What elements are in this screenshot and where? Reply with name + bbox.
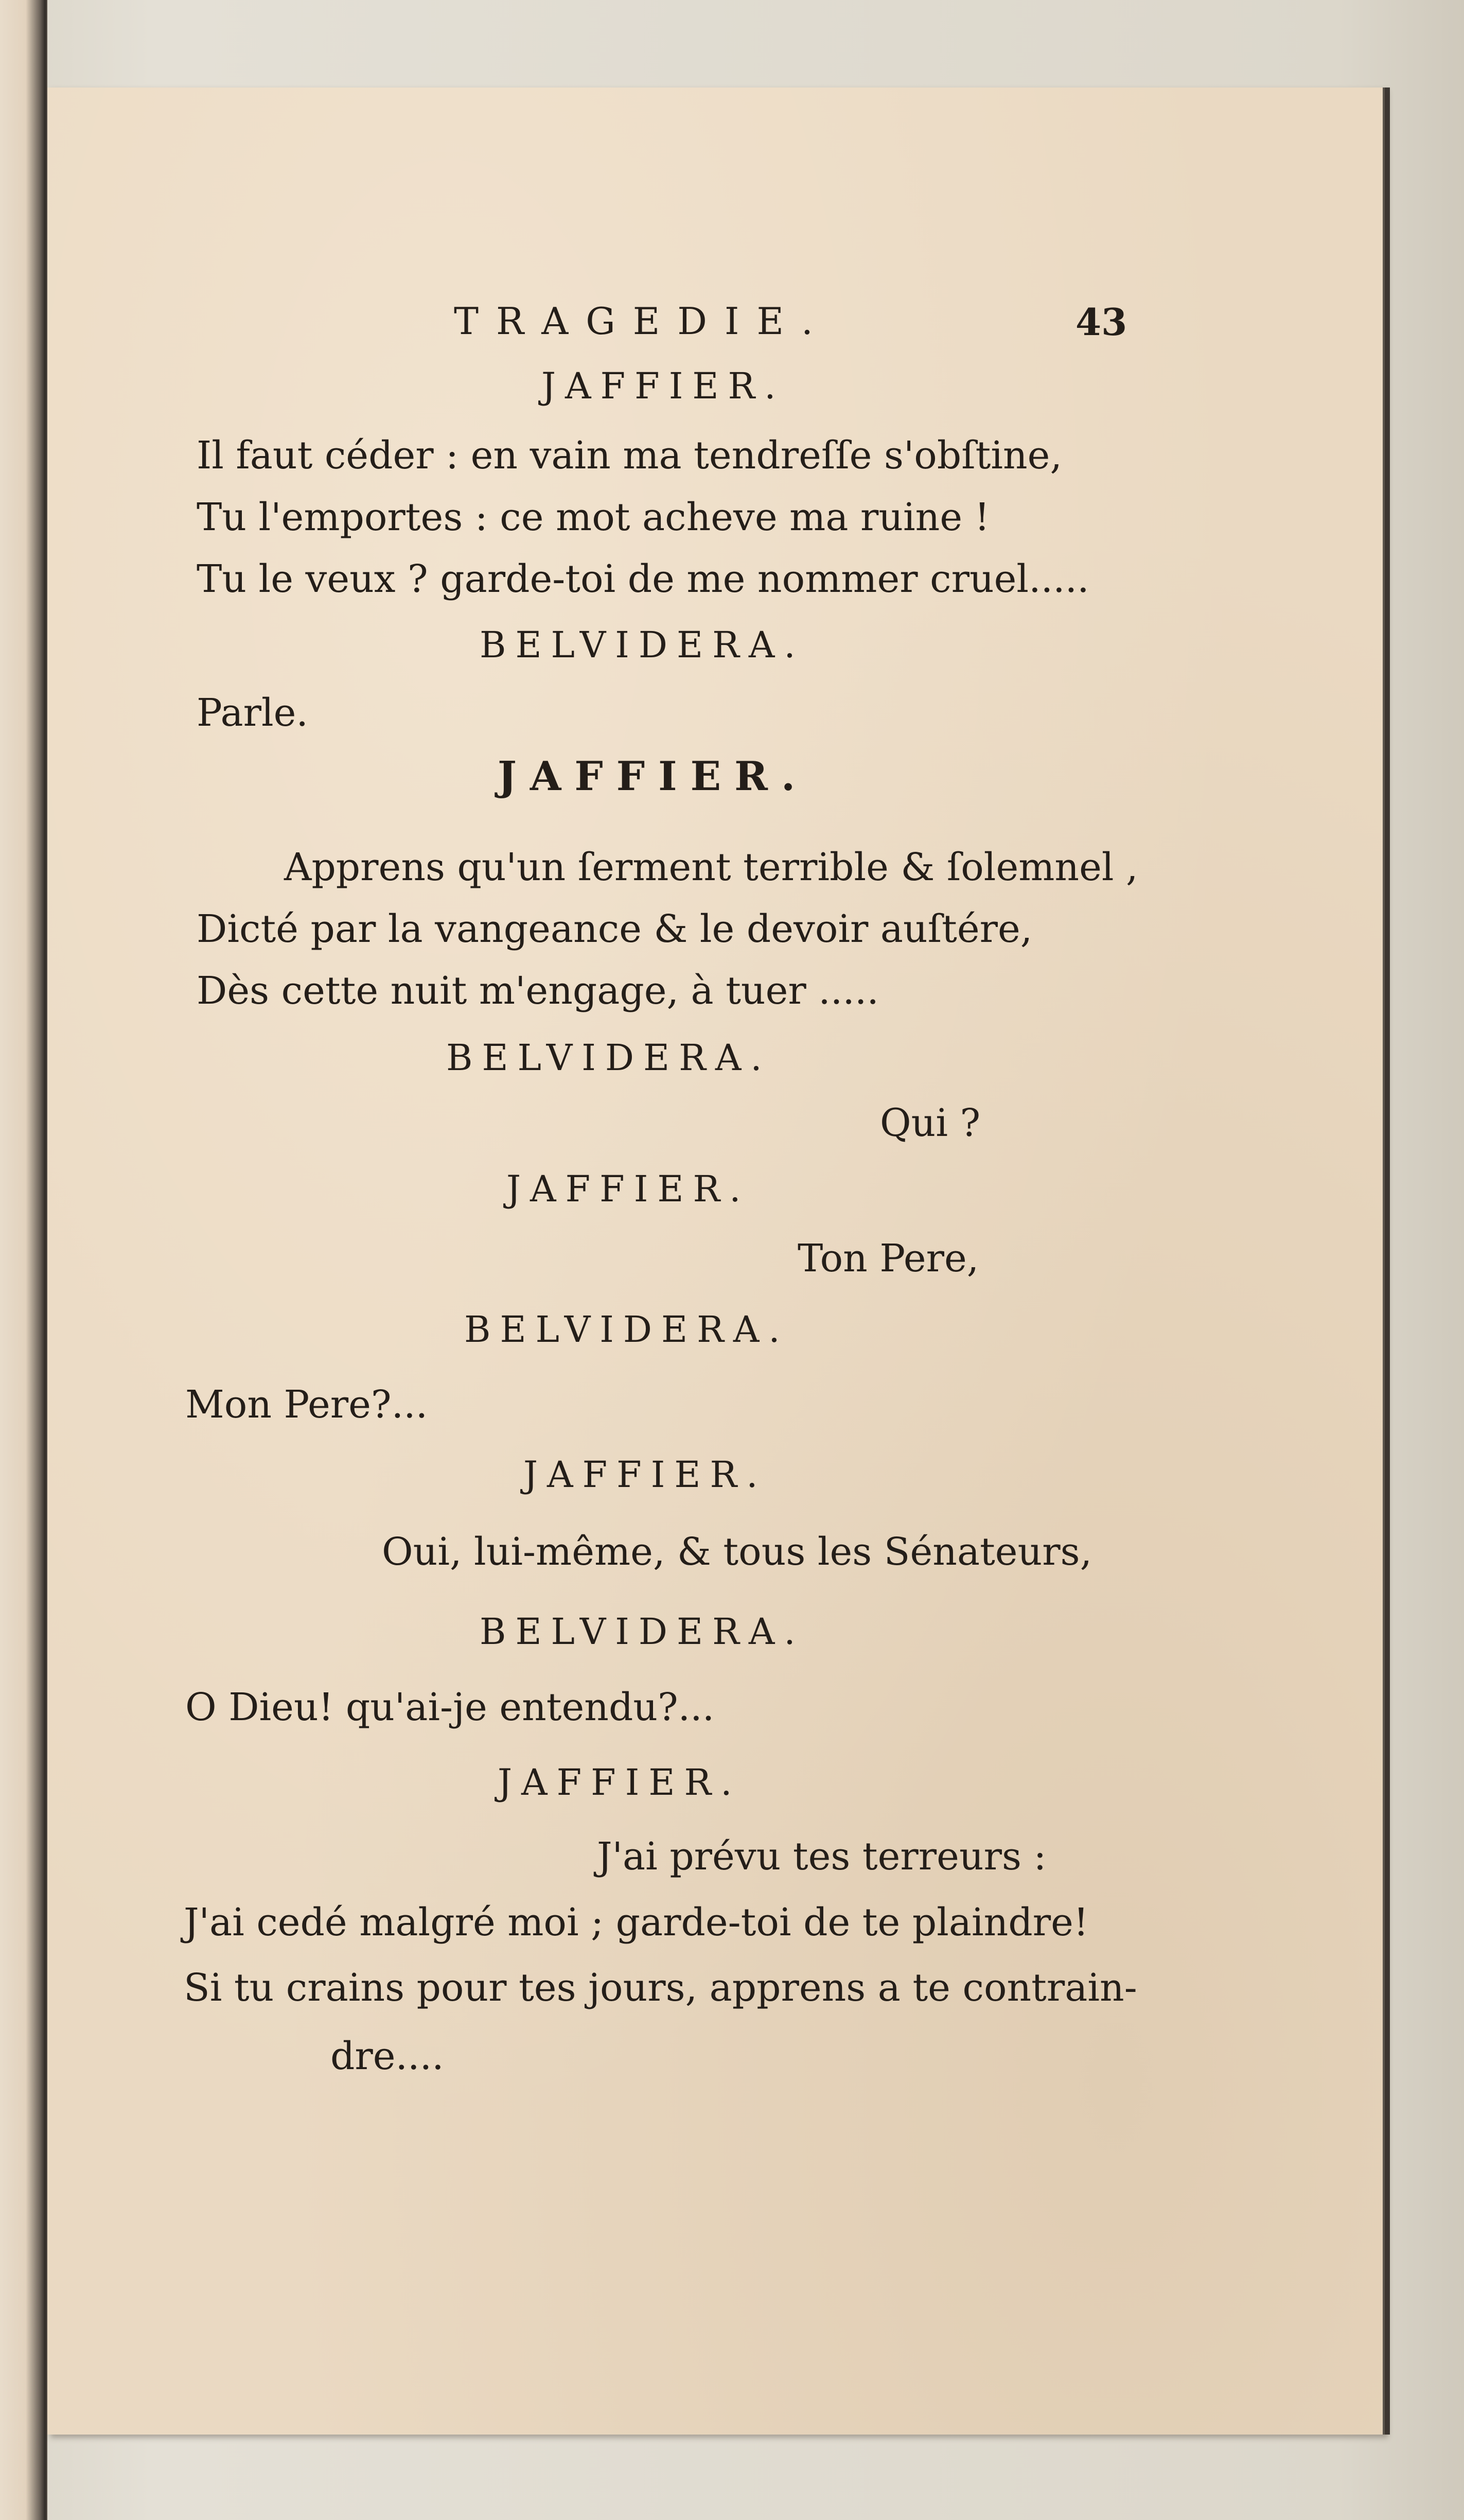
verse-line: Tu le veux ? garde-toi de me nommer cruel..... <box>197 557 1089 601</box>
verse-line: Oui, lui-même, & tous les Sénateurs, <box>382 1530 1092 1574</box>
speaker-jaffier: JAFFIER. <box>498 1761 742 1804</box>
running-head: TRAGEDIE. <box>454 300 831 343</box>
speaker-jaffier: JAFFIER. <box>523 1454 767 1496</box>
verse-line: Dicté par la vangeance & le devoir auſtére, <box>197 907 1033 951</box>
verse-line: J'ai prévu tes terreurs : <box>597 1834 1047 1879</box>
verse-line: Parle. <box>197 691 308 735</box>
book-page <box>47 87 1385 2435</box>
speaker-belvidera: BELVIDERA. <box>464 1308 789 1351</box>
speaker-jaffier: JAFFIER. <box>541 365 785 407</box>
verse-line: J'ai cedé malgré moi ; garde-toi de te plaindre! <box>184 1900 1089 1945</box>
verse-line: Tu l'emportes : ce mot acheve ma ruine ! <box>197 495 990 539</box>
verse-line: Dès cette nuit m'engage, à tuer ..... <box>197 969 879 1013</box>
speaker-belvidera: BELVIDERA. <box>480 1611 805 1653</box>
verse-line: Mon Pere?... <box>185 1382 428 1427</box>
speaker-belvidera: BELVIDERA. <box>446 1037 771 1079</box>
speaker-belvidera: BELVIDERA. <box>480 624 805 666</box>
verse-line: Apprens qu'un ſerment terrible & ſolemnel , <box>284 845 1138 889</box>
verse-line: Qui ? <box>880 1101 981 1145</box>
verse-line: Ton Pere, <box>798 1236 979 1281</box>
speaker-jaffier: JAFFIER. <box>506 1168 750 1210</box>
speaker-jaffier: JAFFIER. <box>498 753 809 800</box>
verse-line: dre.... <box>330 2034 444 2078</box>
verse-line: Il faut céder : en vain ma tendreſſe s'obſtine, <box>197 433 1062 478</box>
page-number: 43 <box>1075 300 1127 344</box>
facing-page-edge <box>0 0 47 2520</box>
verse-line: O Dieu! qu'ai-je entendu?... <box>185 1685 715 1729</box>
verse-line: Si tu crains pour tes jours, apprens a te contrain- <box>184 1966 1137 2010</box>
